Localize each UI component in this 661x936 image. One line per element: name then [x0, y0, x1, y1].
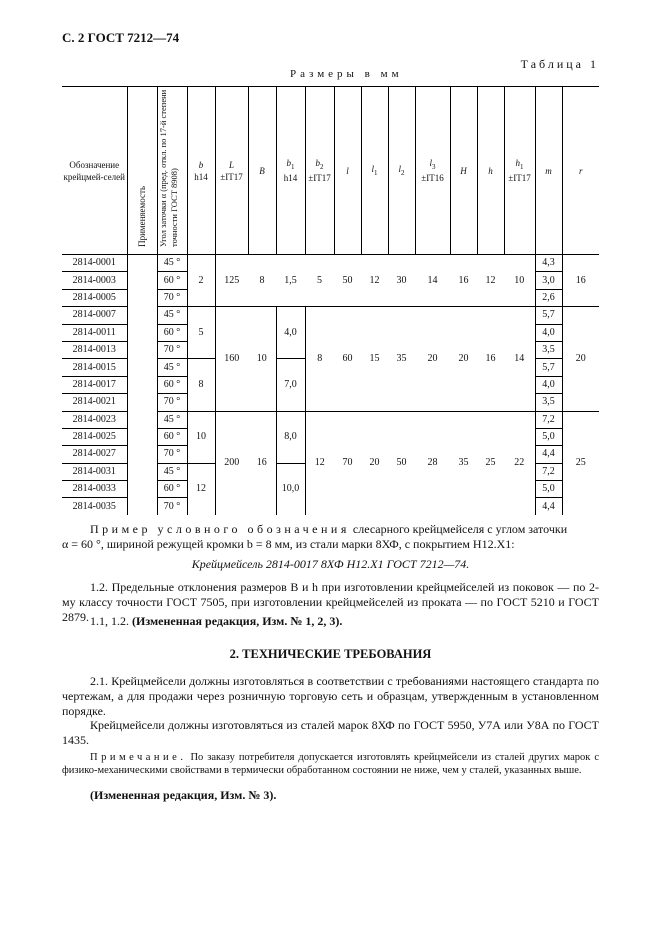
- table-cell: 70 °: [157, 394, 187, 411]
- table-row: [62, 255, 599, 272]
- table-cell: 3,5: [535, 341, 562, 358]
- table-cell: 4,4: [535, 446, 562, 463]
- col-b: [187, 87, 215, 255]
- table-cell: 1.1, 1.2.: [90, 614, 129, 628]
- table-cell: 12: [361, 255, 388, 307]
- table-cell: 4,4: [535, 498, 562, 515]
- table-cell: 2814-0007: [62, 307, 127, 324]
- table-cell: α = 60 °, шириной режущей кромки b = 8 мм, из стали марки 8ХФ, с покрытием Н12.Х1:: [62, 537, 515, 551]
- table-cell: 20: [369, 457, 380, 469]
- table-cell: 4,3: [535, 255, 562, 272]
- table-cell: 1: [291, 162, 295, 171]
- table-cell: h: [488, 165, 493, 176]
- table-cell: 14: [504, 307, 535, 411]
- change-note-1: [90, 614, 599, 629]
- table-cell: H: [460, 165, 467, 176]
- table-cell: 5,7: [535, 307, 562, 324]
- table-cell: 60 °: [157, 376, 187, 393]
- table-cell: 1: [520, 162, 524, 171]
- table-cell: 3: [432, 162, 436, 171]
- table-cell: 7,2: [535, 411, 562, 428]
- table-cell: 2814-0035: [72, 500, 116, 512]
- table-cell: 5: [187, 307, 215, 359]
- paragraph-2-1: 2.1. Крейцмейсели должны изготовляться в соответствии с требованиями настоящего стандарта по чертежам, а для продажи через розничную торговую сеть и образцам, утвержденным в установленном порядке.: [62, 674, 599, 718]
- table-cell: 2814-0015: [62, 359, 127, 376]
- col-angle: [157, 87, 187, 255]
- paragraph-1-2: 1.2. Предельные отклонения размеров B и h при изготовлении крейцмейселей из поковок — по 2-му классу точности ГОСТ 7505, при изготовлении крейцмейселей из проката — по ГОСТ 5210 и ГОСТ 2879.: [62, 580, 599, 624]
- table-cell: 70 °: [157, 446, 187, 463]
- col-h: [477, 87, 504, 255]
- table-cell: 60 °: [157, 324, 187, 341]
- table-cell: 20: [450, 307, 477, 411]
- table-cell: 7,2: [535, 463, 562, 480]
- table-cell: 70 °: [157, 289, 187, 306]
- example-code: Крейцмейсель 2814-0017 8ХФ Н12.Х1 ГОСТ 7212—74.: [191, 557, 470, 571]
- col-l3: [415, 87, 450, 255]
- section-heading: 2. ТЕХНИЧЕСКИЕ ТРЕБОВАНИЯ: [229, 647, 432, 661]
- col-h1: [504, 87, 535, 255]
- table-cell: слесарного крейцмейселя с углом заточки: [349, 522, 568, 536]
- table-cell: 50: [396, 457, 407, 469]
- table-cell: 2814-0005: [62, 289, 127, 306]
- table-cell: 12: [187, 463, 215, 515]
- change-note-3: (Измененная редакция, Изм. № 3).: [90, 788, 277, 802]
- table-cell: 22: [514, 457, 525, 469]
- table-cell: 2: [401, 168, 405, 177]
- table-cell: 2,6: [535, 289, 562, 306]
- table-cell: 8,0: [276, 411, 305, 463]
- table-cell: 2814-0025: [62, 428, 127, 445]
- table-cell: m: [545, 165, 552, 176]
- table-cell: 1: [374, 168, 378, 177]
- paragraph-2-1-materials: Крейцмейсели должны изготовляться из сталей марок 8ХФ по ГОСТ 5950, У7А или У8А по ГОСТ 1435.: [62, 718, 599, 747]
- table-cell: 3,0: [535, 272, 562, 289]
- table-cell: 4,0: [535, 376, 562, 393]
- col-b2: [305, 87, 334, 255]
- table-cell: b: [286, 157, 291, 168]
- table-cell: ±IT17: [508, 173, 531, 184]
- table-units: Размеры в мм: [290, 68, 403, 80]
- table-cell: 12: [477, 255, 504, 307]
- table-cell: 35: [388, 307, 415, 411]
- table-cell: 14: [415, 255, 450, 307]
- table-cell: 4,0: [535, 324, 562, 341]
- table-cell: 125: [215, 255, 248, 307]
- table-cell: 45 °: [157, 255, 187, 272]
- table-cell: 2814-0031: [62, 463, 127, 480]
- table-cell: 8: [305, 307, 334, 411]
- table-cell: 2: [320, 162, 324, 171]
- table-cell: 45 °: [157, 307, 187, 324]
- table-cell: 10: [187, 411, 215, 463]
- table-cell: 5,0: [535, 481, 562, 498]
- table-cell: 2814-0013: [62, 341, 127, 358]
- table-cell: 3,5: [535, 394, 562, 411]
- table-cell: 25: [562, 411, 599, 515]
- col-B: [248, 87, 276, 255]
- col-l: [334, 87, 361, 255]
- table-cell: 2814-0033: [62, 481, 127, 498]
- table-cell: B: [259, 165, 265, 176]
- table-cell: 5,7: [535, 359, 562, 376]
- table-cell: b: [315, 157, 320, 168]
- col-m: [535, 87, 562, 255]
- col-L: [215, 87, 248, 255]
- table-cell: 45 °: [157, 359, 187, 376]
- table-cell: b: [198, 159, 204, 170]
- table-cell: 1,5: [276, 255, 305, 307]
- page-title: С. 2 ГОСТ 7212—74: [62, 30, 180, 45]
- table-header-row: [62, 87, 599, 255]
- table-cell: 60: [334, 307, 361, 411]
- table-cell: 5,0: [535, 428, 562, 445]
- table-cell: 16: [450, 255, 477, 307]
- table-cell: 50: [334, 255, 361, 307]
- col-b1: [276, 87, 305, 255]
- table-cell: 2814-0017: [62, 376, 127, 393]
- table-cell: 30: [388, 255, 415, 307]
- table-cell: 16: [256, 457, 267, 469]
- table-cell: 5: [305, 255, 334, 307]
- table-cell: 25: [485, 457, 496, 469]
- table-cell: 10,0: [276, 463, 305, 515]
- table-cell: h14: [194, 171, 208, 182]
- table-cell: 20: [562, 307, 599, 411]
- table-cell: r: [578, 165, 583, 176]
- table-cell: 2814-0011: [62, 324, 127, 341]
- table-cell: 70 °: [157, 498, 187, 515]
- table-cell: 2814-0003: [62, 272, 127, 289]
- table-cell: 2: [187, 255, 215, 307]
- table-cell: 45 °: [157, 463, 187, 480]
- table-cell: 70: [342, 457, 353, 469]
- table-cell: 10: [504, 255, 535, 307]
- table-number: Таблица 1: [520, 57, 599, 71]
- col-application: [127, 87, 157, 255]
- table-cell: 60 °: [157, 481, 187, 498]
- table-cell: 2814-0021: [62, 394, 127, 411]
- table-cell: По заказу потребителя допускается изготовлять крейцмейсели из сталей других марок с физико-механическими свойствами в термически обработанном состоянии не ниже, чем у сталей, указанных выше.: [62, 752, 599, 776]
- table-cell: h: [515, 157, 520, 168]
- example-paragraph: [62, 522, 599, 552]
- table-cell: 8: [248, 255, 276, 307]
- table-cell: Пример условного обозначения: [90, 522, 350, 536]
- table-cell: 12: [305, 411, 334, 515]
- table-cell: 2814-0023: [62, 411, 127, 428]
- table-cell: Обозначение крейцмей-селей: [63, 159, 125, 182]
- table-cell: ±IT16: [421, 173, 444, 184]
- table-cell: l: [398, 163, 401, 174]
- table-cell: 7,0: [276, 359, 305, 411]
- table-cell: L: [228, 159, 234, 170]
- table-cell: l: [429, 157, 432, 168]
- table-cell: ±IT17: [308, 173, 331, 184]
- table-cell: ±IT17: [220, 171, 243, 182]
- table-cell: (Измененная редакция, Изм. № 1, 2, 3).: [132, 614, 343, 628]
- table-cell: 45 °: [157, 411, 187, 428]
- table-cell: h14: [283, 173, 298, 184]
- table-cell: 15: [361, 307, 388, 411]
- table-cell: 2814-0027: [62, 446, 127, 463]
- table-cell: 35: [458, 457, 469, 469]
- note-paragraph: [62, 752, 599, 777]
- table-cell: l: [346, 165, 349, 176]
- table-cell: 20: [415, 307, 450, 411]
- col-l1: [361, 87, 388, 255]
- table-cell: 2814-0001: [62, 255, 127, 272]
- table-cell: 60 °: [157, 272, 187, 289]
- table-cell: 200: [215, 411, 248, 515]
- table-cell: Примечание.: [90, 752, 187, 763]
- table-cell: 10: [248, 307, 276, 411]
- col-l2: [388, 87, 415, 255]
- table-cell: 60 °: [157, 428, 187, 445]
- dimensions-table: [62, 86, 599, 515]
- col-r: [562, 87, 599, 255]
- table-cell: 16: [562, 255, 599, 307]
- table-cell: Применяемость: [136, 186, 147, 247]
- table-cell: 28: [427, 457, 438, 469]
- table-cell: 70 °: [157, 341, 187, 358]
- table-cell: l: [371, 163, 374, 174]
- table-cell: 16: [477, 307, 504, 411]
- col-designation: [62, 87, 127, 255]
- col-H: [450, 87, 477, 255]
- table-cell: Угол заточки α (пред. откл. по 17-й степени точности ГОСТ 8908): [157, 89, 179, 247]
- table-cell: 4,0: [276, 307, 305, 359]
- table-cell: 8: [187, 359, 215, 411]
- table-cell: 160: [215, 307, 248, 411]
